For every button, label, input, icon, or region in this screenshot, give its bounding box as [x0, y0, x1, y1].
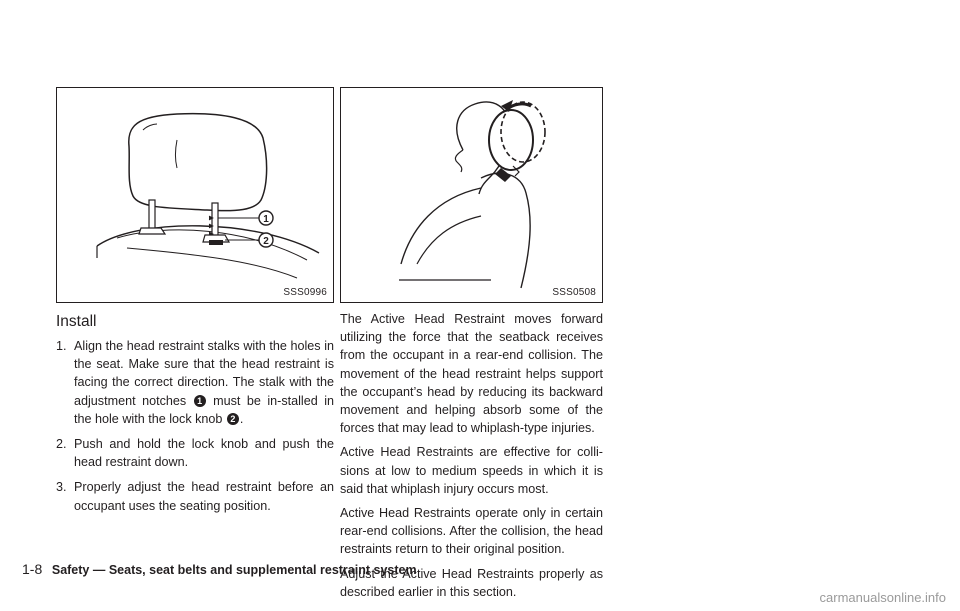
paragraph: The Active Head Restraint moves forward utilizing the force that the seatback receives from the occupant in a rear-end collision. The movement of the head restraint helps support the occupant’s head by reducing its backward movement and helping absorb some of the forces that may lead to whiplash-type injuries. — [340, 312, 603, 436]
step-text: . — [239, 411, 244, 426]
step-text: Push and hold the lock knob and push the head restraint down. — [74, 437, 334, 470]
install-step-2 — [56, 435, 334, 471]
figure-code: SSS0996 — [283, 287, 327, 298]
figure-callout-2: 2 — [263, 236, 269, 247]
callout-1-icon: 1 — [194, 395, 206, 407]
figure-callout-1: 1 — [263, 214, 269, 225]
chapter-title: Safety — Seats, seat belts and supplemental restraint system — [51, 563, 417, 577]
figure-active-head-restraint — [340, 87, 603, 303]
head-restraint-illustration — [57, 88, 333, 302]
figure-head-restraint-install — [56, 87, 334, 303]
install-step-1 — [56, 337, 334, 428]
step-number: 3. — [56, 480, 67, 495]
figure-code: SSS0508 — [552, 287, 596, 298]
step-number: 2. — [56, 437, 67, 452]
watermark-link[interactable]: carmanualsonline.info — [819, 590, 946, 605]
page-number: 1-8 — [22, 561, 43, 577]
step-text: must be in-stalled in the hole with the lock knob — [74, 393, 334, 426]
page-footer — [22, 561, 417, 577]
callout-2-icon: 2 — [227, 413, 239, 425]
paragraph: Active Head Restraints are effective for colli-sions at low to medium speeds in which it is said that whiplash injury occurs most. — [340, 445, 603, 496]
active-head-restraint-illustration — [341, 88, 602, 302]
paragraph: Active Head Restraints operate only in certain rear-end collisions. After the collision, the head restraints return to their original position. — [340, 506, 603, 557]
step-text: Align the head restraint stalks with the holes in the seat. Make sure that the head restraint is facing the correct direction. The stalk with the adjustment notches — [74, 339, 334, 408]
install-steps — [56, 337, 334, 515]
paragraph: Adjust the Active Head Restraints properly as described earlier in this section. — [340, 566, 603, 599]
step-number: 1. — [56, 339, 67, 353]
install-step-3 — [56, 478, 334, 514]
section-heading-install: Install — [56, 313, 97, 330]
install-section — [56, 312, 334, 522]
step-text: Properly adjust the head restraint before an occupant uses the seating position. — [74, 480, 334, 513]
